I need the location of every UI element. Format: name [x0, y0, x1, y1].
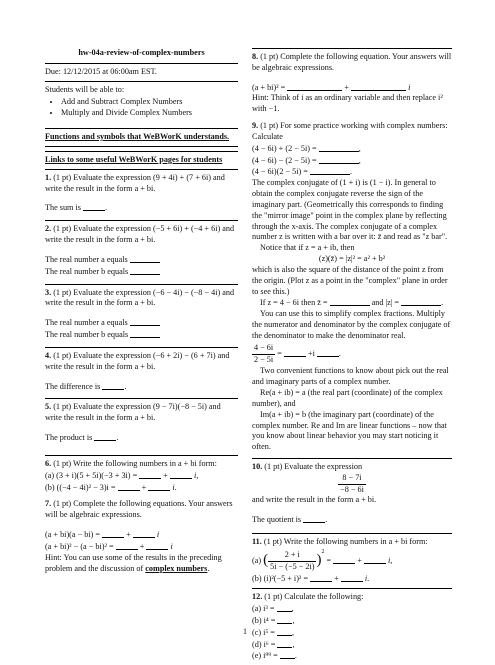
- assignment-title: hw-04a-review-of-complex-numbers: [78, 48, 205, 57]
- answer-blank[interactable]: [317, 348, 339, 357]
- answer-blank[interactable]: [319, 143, 359, 152]
- answer-blank[interactable]: [310, 166, 350, 175]
- answer-blank[interactable]: [284, 348, 306, 357]
- problem-10: 10. (1 pt) Evaluate the expression $\frac{8 - 7i}{-8 - 6i}$ and write the result in the form a + bi. The quotient is .: [252, 461, 377, 525]
- answer-blank[interactable]: [118, 482, 140, 491]
- problem-2: 2. (1 pt) Evaluate the expression (−5 + 6i) + (−4 + 6i) and write the result in the form a + bi. The real number a equals The real number b equals: [45, 224, 235, 276]
- answer-blank[interactable]: [102, 529, 124, 538]
- objectives-block: Students will be able to: • Add and Subtract Complex Numbers • Multiply and Divide Complex Numbers: [45, 82, 238, 122]
- answer-blank[interactable]: [277, 627, 292, 636]
- problem-6: 6. (1 pt) Write the following numbers in a + bi form: (a) (3 + i)(5 + 5i)(−3 + 3i) = + i, (b) ((−4 − 4i)² − 3)i = + i.: [45, 458, 217, 492]
- answer-blank[interactable]: [130, 317, 160, 326]
- problem-8: 8. (1 pt) Complete the following equation. Your answers will be algebraic expressions. (a + bi)² = + i Hint: Think of i as an ordinary variable and then replace i² with −1.: [252, 52, 452, 114]
- objective-item: • Add and Subtract Complex Numbers: [61, 97, 238, 108]
- answer-blank[interactable]: [287, 82, 342, 91]
- answer-blank[interactable]: [146, 541, 168, 550]
- answer-blank[interactable]: [130, 254, 160, 263]
- problem-11: 11. (1 pt) Write the following numbers in a + bi form: (a) ( $\frac{2 + i}{5i - (-5 - 2i)}$ )$^2$ = + i, (b) (i)²(−5 + i)² = + i.: [252, 537, 428, 584]
- answer-blank[interactable]: [130, 266, 160, 275]
- problem-7: 7. (1 pt) Complete the following equations. Your answers will be algebraic expressions. (a + bi)(a − bi) = + i (a + bi)² − (a − bi)² = + i Hint: You can use some of the results in the preceding problem and the discussion of complex numbers.: [45, 499, 233, 573]
- page-number: 1: [243, 627, 247, 636]
- answer-blank[interactable]: [280, 650, 295, 659]
- objective-item: • Multiply and Divide Complex Numbers: [61, 108, 238, 119]
- left-column: [45, 0, 238, 577]
- answer-blank[interactable]: [83, 202, 105, 211]
- answer-blank[interactable]: [102, 381, 124, 390]
- problem-5: 5. (1 pt) Evaluate the expression (9 − 7i)(−8 − 5i) and write the result in the form a + bi. The product is .: [45, 402, 221, 443]
- answer-blank[interactable]: [130, 329, 160, 338]
- links-link[interactable]: Links to some useful WeBWorK pages for students: [45, 154, 223, 164]
- complex-numbers-link[interactable]: complex numbers: [145, 563, 208, 573]
- answer-blank[interactable]: [133, 529, 155, 538]
- answer-blank[interactable]: [94, 432, 116, 441]
- fraction: $\frac{4 - 6i}{2 - 5i}$: [254, 342, 274, 364]
- answer-blank[interactable]: [303, 514, 325, 523]
- functions-link[interactable]: Functions and symbols that WeBWorK understands.: [45, 132, 230, 142]
- answer-blank[interactable]: [148, 482, 170, 491]
- answer-blank[interactable]: [333, 555, 355, 564]
- answer-blank[interactable]: [139, 470, 161, 479]
- answer-blank[interactable]: [319, 155, 359, 164]
- right-column: [252, 0, 452, 665]
- answer-blank[interactable]: [351, 82, 406, 91]
- answer-blank[interactable]: [341, 573, 363, 582]
- answer-blank[interactable]: [170, 470, 192, 479]
- problem-4: 4. (1 pt) Evaluate the expression (−6 + 2i) − (6 + 7i) and write the result in the form a + bi. The difference is .: [45, 350, 230, 391]
- answer-blank[interactable]: [277, 615, 292, 624]
- due-date: Due: 12/12/2015 at 06:00am EST.: [45, 66, 157, 76]
- problem-1: 1. (1 pt) Evaluate the expression (9 + 4i) + (7 + 6i) and write the result in the form a + bi. The sum is .: [45, 172, 225, 213]
- answer-blank[interactable]: [116, 541, 138, 550]
- answer-blank[interactable]: [401, 297, 441, 306]
- fraction: $\frac{2 + i}{5i - (-5 - 2i)}$: [270, 549, 315, 571]
- answer-blank[interactable]: [330, 297, 370, 306]
- problem-3: 3. (1 pt) Evaluate the expression (−6 − 4i) − (−8 − 4i) and write the result in the form a + bi. The real number a equals The real number b equals: [45, 287, 235, 340]
- answer-blank[interactable]: [277, 603, 292, 612]
- objectives-list: [45, 97, 238, 119]
- problem-9: 9. (1 pt) For some practice working with complex numbers: Calculate (4 − 6i) + (2 − 5i) = , (4 − 6i) − (2 − 5i) = , (4 − 6i)(2 − 5i) = . The complex conjugate of (1 + i) is (1 − i). In general to obtain the complex conjugate reverse the sign of the imaginary part. (Geometrically this corresponds to finding the "mirror image" point in the complex plane by reflecting through the x-axis. The complex conjugate of a complex number z is written with a bar over it: z̄ and read as "z bar". Notice that if z = a + ib, then (z)(z̄) = |z|² = a² + b² which is also the square of the distance of the point z from the origin. (Plot z as a point in the "complex" plane in order to see this.) If z = 4 − 6i then z̄ = and |z| = . You can use this to simplify complex fractions. Multiply the numerator and denominator by the complex conjugate of the denominator to make the denominator real. $\frac{4 - 6i}{2 - 5i}$ = +i . Two convenient functions to know about pick out the real and imaginary parts of a complex number. Re(a + ib) = a (the real part (coordinate) of the complex number), and Im(a + ib) = b (the imaginary part (coordinate) of the complex number. Re and Im are linear functions – now that you know about linear behavior you may start noticing it often.: [252, 121, 451, 452]
- problem-12: 12. (1 pt) Calculate the following: (a) i³ = , (b) i⁴ = , (c) i⁵ = , (d) i⁶ = , (e) i⁹⁹ = .: [252, 592, 364, 661]
- answer-blank[interactable]: [310, 573, 332, 582]
- answer-blank[interactable]: [364, 555, 386, 564]
- fraction: $\frac{8 - 7i}{-8 - 6i}$: [340, 472, 364, 494]
